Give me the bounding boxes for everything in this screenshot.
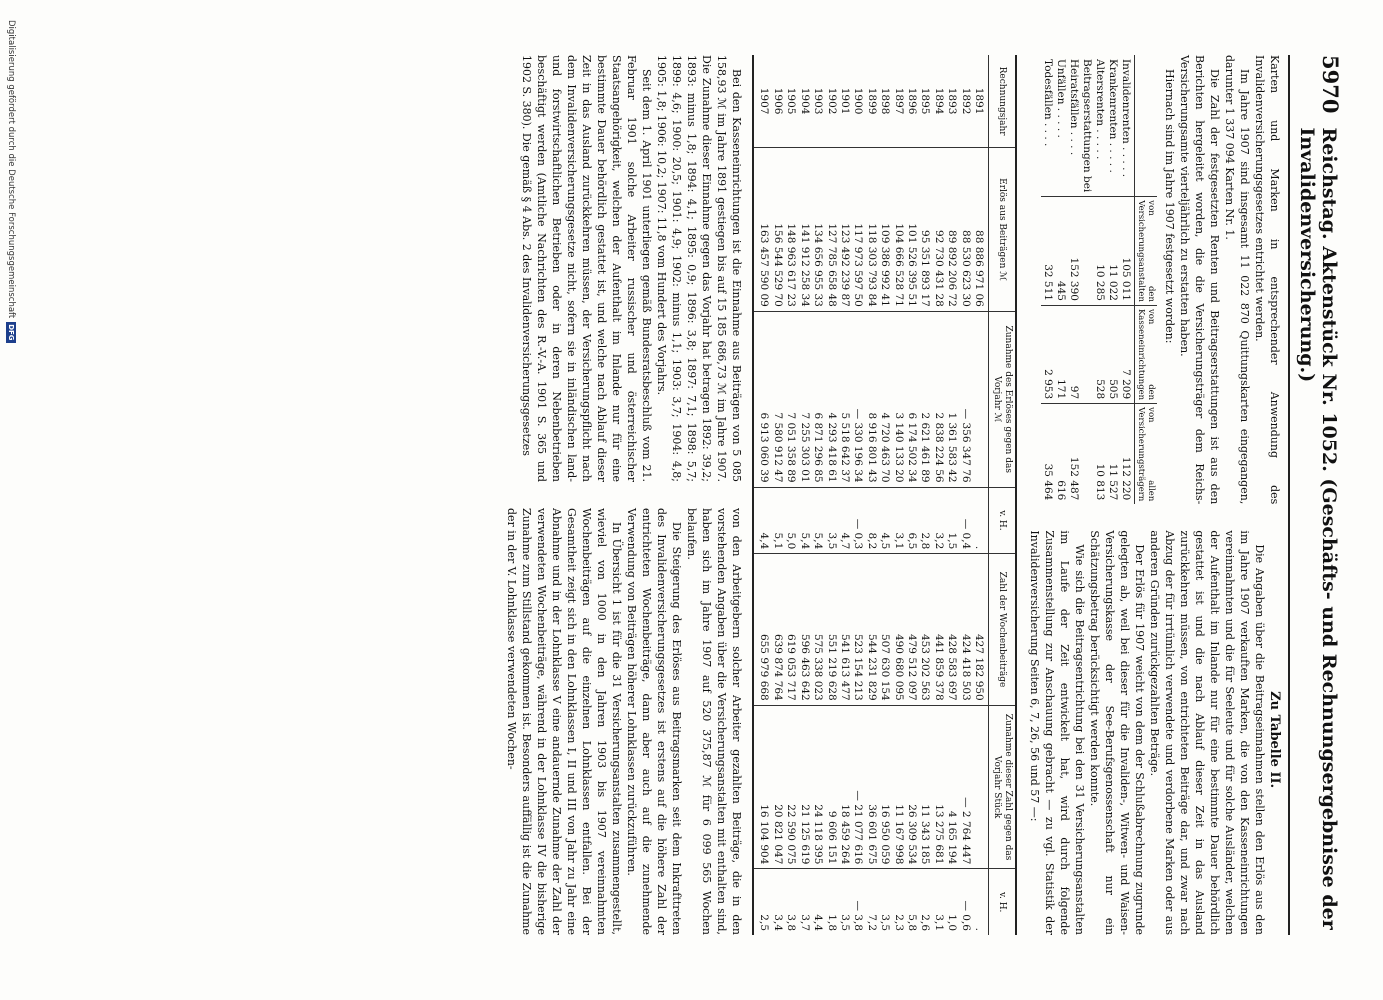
table-row: [1106, 55, 1119, 504]
table-cell: 36 601 675: [864, 705, 877, 869]
table-cell: 3,1: [891, 487, 904, 554]
table-cell: 4,5: [878, 487, 891, 554]
table-cell: 1900: [852, 87, 865, 115]
table-cell: [1080, 404, 1093, 505]
page-header: [1288, 55, 1343, 935]
table-cell: 3,1: [931, 869, 944, 935]
table-cell: 101 526 395 51: [905, 148, 918, 312]
table-cell: 127 785 658 48: [824, 148, 837, 312]
renten-header-3: von allen Versicherungsträgern: [1135, 404, 1158, 505]
table-cell: 171: [1054, 305, 1067, 403]
table-cell: 89 892 206 72: [945, 148, 958, 312]
table-cell: 3,2: [931, 487, 944, 554]
table-cell: 1905: [785, 87, 798, 115]
table-row: [851, 55, 864, 935]
table-cell: 479 512 097: [905, 554, 918, 706]
table-cell: — 21 077 616: [851, 705, 864, 869]
table-cell: 4,7: [838, 487, 851, 554]
table-cell: 5 518 642 37: [838, 311, 851, 487]
table-cell: Unfällen . . . . .: [1055, 59, 1067, 138]
table-cell: 1891: [973, 87, 985, 115]
table-row: [864, 55, 877, 935]
table-cell: 1897: [892, 87, 905, 115]
paragraph: Wie sich die Beitragsentrichtung bei den 31 Versicherungsanstalten im Laufe der Zeit entwickelt hat, wird durch folgende Zusammenstellung zur Anschauung gebracht — zu vgl. Statistik der Invalidenversicherung Seiten 6, 7, 26, 56 und 57 —:: [1028, 530, 1086, 935]
col-header-year: Rechnungsjahr: [989, 55, 1017, 148]
table-cell: [972, 705, 989, 869]
table-cell: 104 666 528 71: [891, 148, 904, 312]
table-row: [797, 55, 810, 935]
renten-table: [1041, 55, 1157, 504]
table-cell: 1894: [932, 87, 945, 115]
table-cell: 1893: [946, 87, 959, 115]
table-cell: 7 580 912 47: [771, 311, 784, 487]
table-cell: 11 022: [1106, 197, 1119, 306]
table-cell: 95 351 893 17: [918, 148, 931, 312]
table-cell: 2,6: [918, 869, 931, 935]
contributions-table: [752, 55, 1017, 935]
table-cell: 4,4: [811, 869, 824, 935]
table-cell: 1901: [838, 87, 851, 115]
table-cell: Heiratsfällen . . . .: [1068, 59, 1080, 156]
table-row: [972, 55, 989, 935]
table-cell: 6 913 060 39: [753, 311, 770, 487]
table-cell: 7 209: [1119, 305, 1135, 403]
table-cell: 1904: [798, 87, 811, 115]
table-cell: Krankenrenten . . . . .: [1107, 59, 1119, 173]
table-row: [918, 55, 931, 935]
table-cell: 1,0: [945, 869, 958, 935]
page-title: Reichstag. Aktenstück Nr. 1052. (Geschäfts- und Rechnungsergebnisse der Invalidenversicherung.): [1296, 127, 1340, 930]
col-header-vh2: v. H.: [989, 869, 1017, 935]
table-cell: [972, 311, 989, 487]
table-row: [1054, 55, 1067, 504]
table-cell: — 2 764 447: [958, 705, 971, 869]
paragraph: Hiernach sind im Jahre 1907 festgesetzt worden:: [1163, 69, 1176, 344]
bottom-right-column: [504, 508, 744, 935]
table-cell: 2 838 224 56: [931, 311, 944, 487]
table-cell: 616: [1054, 404, 1067, 505]
table-cell: 9 606 151: [824, 705, 837, 869]
table-cell: 551 219 628: [824, 554, 837, 706]
table-cell: 11 527: [1106, 404, 1119, 505]
table-cell: 123 492 239 87: [838, 148, 851, 312]
table-row: [1041, 55, 1054, 504]
table-cell: 22 590 075: [784, 705, 797, 869]
table-row: [1080, 55, 1093, 504]
table-cell: 5,4: [811, 487, 824, 554]
left-column: [1027, 55, 1282, 504]
table-cell: 2,8: [918, 487, 931, 554]
table-cell: 441 859 378: [931, 554, 944, 706]
table-cell: 427 182 950: [972, 554, 989, 706]
table-cell: 1,8: [824, 869, 837, 935]
section-title: Zu Tabelle II.: [1267, 691, 1282, 789]
table-cell: 152 390: [1067, 197, 1080, 306]
right-column: [1027, 530, 1282, 935]
table-cell: 528: [1093, 305, 1106, 403]
table-cell: 20 821 047: [771, 705, 784, 869]
table-cell: 7 255 303 01: [797, 311, 810, 487]
table-cell: 5,4: [797, 487, 810, 554]
table-cell: 445: [1054, 197, 1067, 306]
table-cell: 639 874 764: [771, 554, 784, 706]
table-cell: Altersrenten . . . . .: [1094, 59, 1106, 160]
table-cell: 507 630 154: [878, 554, 891, 706]
table-cell: 134 656 955 33: [811, 148, 824, 312]
table-cell: 541 613 477: [838, 554, 851, 706]
table-cell: 11 343 185: [918, 705, 931, 869]
table-cell: 3,7: [797, 869, 810, 935]
table-cell: 16 950 059: [878, 705, 891, 869]
table-cell: 105 011: [1119, 197, 1135, 306]
table-row: [771, 55, 784, 935]
table-row: [945, 55, 958, 935]
table-row: [1093, 55, 1106, 504]
table-cell: Beitragserstattungen bei: [1081, 59, 1093, 193]
table-row: [753, 55, 770, 935]
table-row: [878, 55, 891, 935]
table-cell: 655 979 668: [753, 554, 770, 706]
table-cell: 7,2: [864, 869, 877, 935]
table-cell: — 0,3: [851, 487, 864, 554]
table-cell: 4,4: [753, 487, 770, 554]
table-cell: 3,5: [878, 869, 891, 935]
table-cell: 523 154 213: [851, 554, 864, 706]
table-cell: 5,0: [784, 487, 797, 554]
table-cell: — 3,8: [851, 869, 864, 935]
table-row: [838, 55, 851, 935]
table-cell: 1903: [812, 87, 825, 115]
table-cell: 1899: [865, 87, 878, 115]
table-cell: 544 231 829: [864, 554, 877, 706]
table-cell: 1 361 583 42: [945, 311, 958, 487]
table-cell: 6 174 502 34: [905, 311, 918, 487]
table-cell: 156 544 529 70: [771, 148, 784, 312]
table-cell: Invalidenrenten . . . . .: [1120, 59, 1132, 178]
table-cell: 5,8: [905, 869, 918, 935]
renten-header-0: [1135, 55, 1158, 197]
table-cell: 2 953: [1041, 305, 1054, 403]
renten-header-1: von den Versicherungsanstalten: [1135, 197, 1158, 306]
table-cell: 2 621 461 89: [918, 311, 931, 487]
table-row: [958, 55, 971, 935]
table-cell: — 0,4: [958, 487, 971, 554]
table-cell: 16 104 904: [753, 705, 770, 869]
table-cell: 3,5: [824, 487, 837, 554]
table-cell: 619 053 717: [784, 554, 797, 706]
table-row: [905, 55, 918, 935]
table-cell: 24 118 395: [811, 705, 824, 869]
table-cell: 18 459 264: [838, 705, 851, 869]
paragraph: Die Angaben über die Beitragseinnahmen stellen den Erlös aus den im Jahre 1907 verkauften Marken, die von den Kasseneinrichtungen vereinnahmten und die für Seeleute und für solche Ausländer, welchen der Aufenthalt im Inlande nur für eine bestimmte Dauer behördlich gestattet ist und die nach Ablauf dieser Zeit in das Ausland zurückkehren müssen, von entrichteten Beiträge dar, und zwar nach Abzug der für irrtümlich verwendete und verdorbene Marken oder aus anderen Gründen zurückgezahlten Beträge.: [1148, 530, 1266, 935]
bottom-left-column: [504, 55, 744, 482]
table-cell: .: [972, 869, 989, 935]
table-cell: 10 285: [1093, 197, 1106, 306]
table-cell: .: [972, 487, 989, 554]
table-row: [811, 55, 824, 935]
table-cell: [1080, 197, 1093, 306]
table-cell: 117 973 597 50: [851, 148, 864, 312]
table-cell: 11 167 998: [891, 705, 904, 869]
table-cell: 428 583 697: [945, 554, 958, 706]
paragraph: Bei den Kasseneinrichtungen ist die Einnahme aus Beiträgen von 5 085 158,93 ℳ im Jahre 1891 gestiegen bis auf 15 185 686,73 ℳ im Jahre 1907. Die Zunahme dieser Einnahme gegen das Vorjahr hat betragen 1892: 39,2; 1893: minus 1,8; 1894: 4,1; 1895: 0,9; 1896: 3,8; 1897: 7,1; 1898: 5,7; 1899: 4,6; 1900: 20,5; 1901: 4,9; 1902: minus 1,1; 1903: 3,7; 1904: 4,8; 1905: 1,8; 1906: 10,2; 1907: 11,8 vom Hundert des Vorjahrs.: [655, 55, 744, 482]
table-cell: 4 720 463 70: [878, 311, 891, 487]
table-cell: 1898: [879, 87, 892, 115]
table-cell: 21 125 619: [797, 705, 810, 869]
table-cell: 163 457 590 09: [753, 148, 770, 312]
table-cell: 1896: [905, 87, 918, 115]
credit-text: Digitalisierung gefördert durch die Deutsche Forschungsgemeinschaft: [6, 20, 16, 319]
table-cell: 88 530 623 30: [958, 148, 971, 312]
table-cell: 26 309 534: [905, 705, 918, 869]
table-cell: 1906: [771, 87, 784, 115]
table-cell: 141 912 258 34: [797, 148, 810, 312]
table-cell: 490 680 095: [891, 554, 904, 706]
table-cell: 1895: [919, 87, 932, 115]
table-cell: 2,3: [891, 869, 904, 935]
table-cell: 4 165 194: [945, 705, 958, 869]
paragraph: Seit dem 1. April 1901 unterliegen gemäß Bundesratsbeschluß vom 21. Februar 1901 solche Arbeiter russischer und österreichischer Staatsangehörigkeit, welchen der Aufenthalt im Inlande nur für eine bestimmte Dauer behördlich gestattet ist, und welche nach Ablauf dieser Zeit in das Ausland zurückkehren müssen, der Versicherungspflicht nach dem Invalidenversicherungsgesetze nicht, sofern sie in inländischen land- und forstwirtschaftlichen Betrieben oder in deren Nebenbetrieben beschäftigt werden (Amtliche Nachrichten des R.-V.-A. 1901 S. 365 und 1902 S. 380). Die gemäß § 4 Abs. 2 des Invalidenversicherungsgesetzes: [520, 55, 654, 482]
table-cell: 10 813: [1093, 404, 1106, 505]
table-cell: 3,5: [838, 869, 851, 935]
table-cell: 575 338 023: [811, 554, 824, 706]
paragraph: Die Zahl der festgesetzten Renten und Beitragserstattungen ist aus den Berichten hergeleitet worden, die die Versicherungsträger dem Reichs-Versicherungsamte vierteljährlich zu erstatten haben.: [1178, 55, 1221, 505]
table-cell: — 330 196 34: [851, 311, 864, 487]
table-cell: 505: [1106, 305, 1119, 403]
col-header-zahl: Zahl der Wochenbeiträge: [989, 554, 1017, 706]
table-cell: 8 916 801 43: [864, 311, 877, 487]
table-cell: 97: [1067, 305, 1080, 403]
paragraph: In Übersicht 1 ist für die 31 Versicherungsanstalten zusammengestellt, wieviel von 1000 in den Jahren 1903 bis 1907 vereinnahmten Wochenbeiträgen auf die einzelnen Lohnklassen entfallen. Bei der Gesamtheit zeigt sich in den Lohnklassen I, II und III von Jahr zu Jahr eine Abnahme und in der Lohnklasse V eine andauernde Zunahme der Zahl der verwendeten Wochenbeiträge, während in der Lohnklasse IV die bisherige Zunahme zum Stillstand gekommen ist. Besonders auffällig ist die Zunahme der in der V. Lohnklasse verwendeten Wochen-: [505, 508, 624, 935]
table-cell: 32 511: [1041, 197, 1054, 306]
table-cell: 8,2: [864, 487, 877, 554]
col-header-zunahme: Zunahme des Erlöses gegen das Vorjahr ℳ: [989, 311, 1017, 487]
paragraph: Karten und Marken in entsprechender Anwendung des Invalidenversicherungsgesetzes entrichtet werden.: [1253, 55, 1281, 505]
col-header-vh1: v. H.: [989, 487, 1017, 554]
table-row: [784, 55, 797, 935]
table-cell: 6,5: [905, 487, 918, 554]
table-row: [891, 55, 904, 935]
table-cell: Todesfällen . . . .: [1042, 59, 1054, 147]
col-header-erloes: Erlös aus Beiträgen ℳ: [989, 148, 1017, 312]
table-cell: 6 871 296 85: [811, 311, 824, 487]
table-cell: 3,8: [784, 869, 797, 935]
table-cell: 424 418 503: [958, 554, 971, 706]
table-cell: 88 886 971 06: [972, 148, 989, 312]
table-cell: 118 303 793 84: [864, 148, 877, 312]
table-cell: 5,1: [771, 487, 784, 554]
table-cell: — 0,6: [958, 869, 971, 935]
table-cell: 596 463 642: [797, 554, 810, 706]
table-cell: 35 464: [1041, 404, 1054, 505]
renten-header-2: von den Kasseneinrichtungen: [1135, 305, 1158, 403]
table-cell: 13 275 681: [931, 705, 944, 869]
paragraph: Im Jahre 1907 sind insgesamt 11 022 870 Quittungskarten eingegangen, darunter 1 337 094 Karten Nr. 1.: [1223, 55, 1251, 505]
table-cell: 1907: [758, 87, 771, 115]
table-cell: — 356 347 76: [958, 311, 971, 487]
paragraph: Die Steigerung des Erlöses aus Beitragsmarken seit dem Inkrafttreten des Invalidenversicherungsgesetzes ist erstens auf die höhere Zahl der entrichteten Wochenbeiträge, dann aber auch auf die zunehmende Verwendung von Beiträgen höherer Lohnklassen zurückzuführen.: [625, 508, 684, 935]
dfg-logo: DFG: [7, 324, 15, 341]
paragraph: Der Erlös für 1907 weicht von dem der Schlußabrechnung zugrunde gelegten ab, weil bei dieser für die Invaliden-, Witwen- und Waisen-Versicherungskasse der See-Berufsgenossenschaft nur ein Schätzungsbetrag berücksichtigt werden konnte.: [1088, 530, 1146, 935]
table-row: [1067, 55, 1080, 504]
table-cell: 152 487: [1067, 404, 1080, 505]
table-row: [1119, 55, 1135, 504]
table-cell: 112 220: [1119, 404, 1135, 505]
table-cell: 148 963 617 23: [784, 148, 797, 312]
table-cell: 7 051 358 89: [784, 311, 797, 487]
table-cell: 453 202 563: [918, 554, 931, 706]
table-cell: 109 386 992 41: [878, 148, 891, 312]
digitization-credit: [6, 20, 16, 343]
table-row: [931, 55, 944, 935]
table-cell: 2,5: [753, 869, 770, 935]
table-cell: 92 730 431 28: [931, 148, 944, 312]
table-row: [824, 55, 837, 935]
table-cell: 1,5: [945, 487, 958, 554]
table-cell: 1902: [825, 87, 838, 115]
paragraph: von den Arbeitgebern solcher Arbeiter gezahlten Beiträge, die in den vorstehenden Angaben über die Versicherungsanstalten mit enthalten sind, haben sich im Jahre 1907 auf 520 375,87 ℳ für 6 099 565 Wochen belaufen.: [685, 508, 744, 935]
page-number: 5970: [1318, 55, 1343, 114]
table-cell: 4 293 418 61: [824, 311, 837, 487]
table-cell: 3 140 133 20: [891, 311, 904, 487]
col-header-zunahme2: Zunahme dieser Zahl gegen das Vorjahr Stück: [989, 705, 1017, 869]
table-cell: 3,4: [771, 869, 784, 935]
table-cell: 1892: [959, 87, 972, 115]
table-cell: [1080, 305, 1093, 403]
